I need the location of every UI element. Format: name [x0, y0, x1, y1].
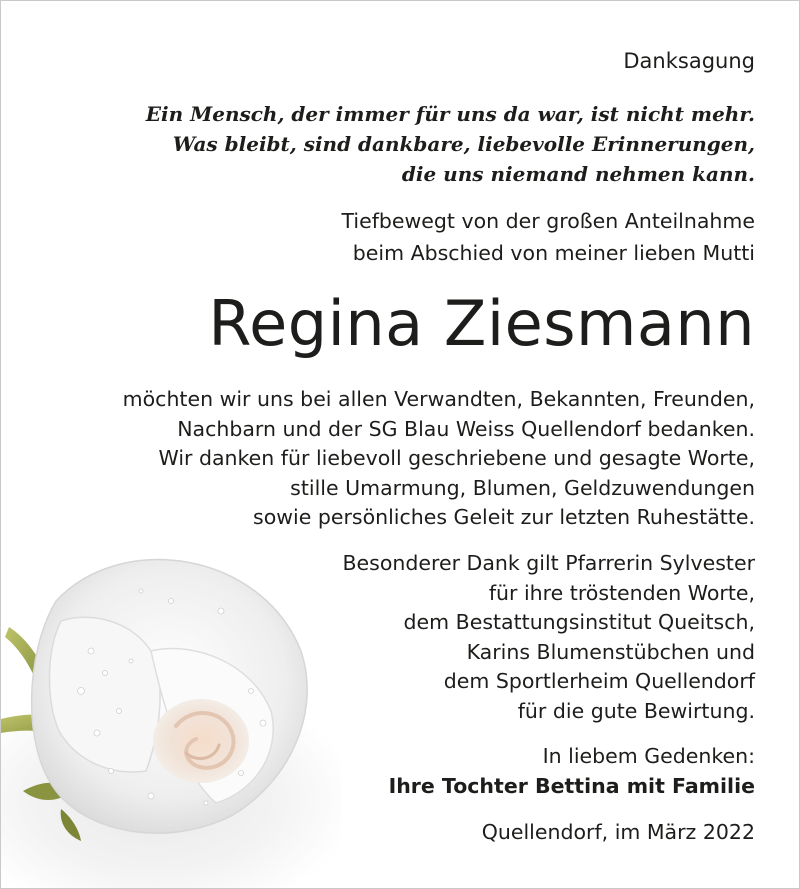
thanks-line: stille Umarmung, Blumen, Geldzuwendungen	[290, 475, 755, 500]
closing-text: In liebem Gedenken:	[542, 744, 755, 768]
memorial-quote	[146, 99, 755, 189]
place-date-text: Quellendorf, im März 2022	[481, 820, 755, 844]
quote-line: Was bleibt, sind dankbare, liebevolle Erinnerungen,	[172, 132, 755, 156]
closing-block	[389, 741, 755, 801]
thanks-line: Nachbarn und der SG Blau Weiss Quellendorf bedanken.	[177, 416, 755, 441]
intro-line: Tiefbewegt von der großen Anteilnahme	[341, 209, 755, 233]
quote-line: Ein Mensch, der immer für uns da war, ist nicht mehr.	[145, 102, 755, 126]
special-thanks-line: Besonderer Dank gilt Pfarrerin Sylvester	[342, 551, 755, 575]
notice-heading	[623, 47, 755, 75]
intro-text	[342, 205, 756, 269]
signature: Ihre Tochter Bettina mit Familie	[388, 774, 755, 798]
deceased-name	[208, 283, 755, 365]
special-thanks-paragraph	[342, 549, 755, 726]
thanks-paragraph	[123, 385, 755, 533]
intro-line: beim Abschied von meiner lieben Mutti	[352, 241, 755, 265]
place-date	[482, 817, 755, 847]
quote-line: die uns niemand nehmen kann.	[401, 162, 755, 186]
special-thanks-line: für die gute Bewirtung.	[517, 698, 755, 723]
thanks-line: möchten wir uns bei allen Verwandten, Bekannten, Freunden,	[122, 387, 755, 411]
heading-text: Danksagung	[623, 49, 755, 73]
deceased-name-text: Regina Ziesmann	[208, 287, 755, 360]
thanks-line: Wir danken für liebevoll geschriebene und gesagte Worte,	[158, 446, 755, 470]
special-thanks-line: dem Bestattungsinstitut Queitsch,	[403, 610, 755, 634]
special-thanks-line: dem Sportlerheim Quellendorf	[443, 669, 755, 693]
thanks-line: sowie persönliches Geleit zur letzten Ruhestätte.	[253, 505, 755, 529]
special-thanks-line: für ihre tröstenden Worte,	[488, 580, 755, 605]
special-thanks-line: Karins Blumenstübchen und	[466, 639, 755, 664]
white-rose-icon	[1, 541, 341, 889]
